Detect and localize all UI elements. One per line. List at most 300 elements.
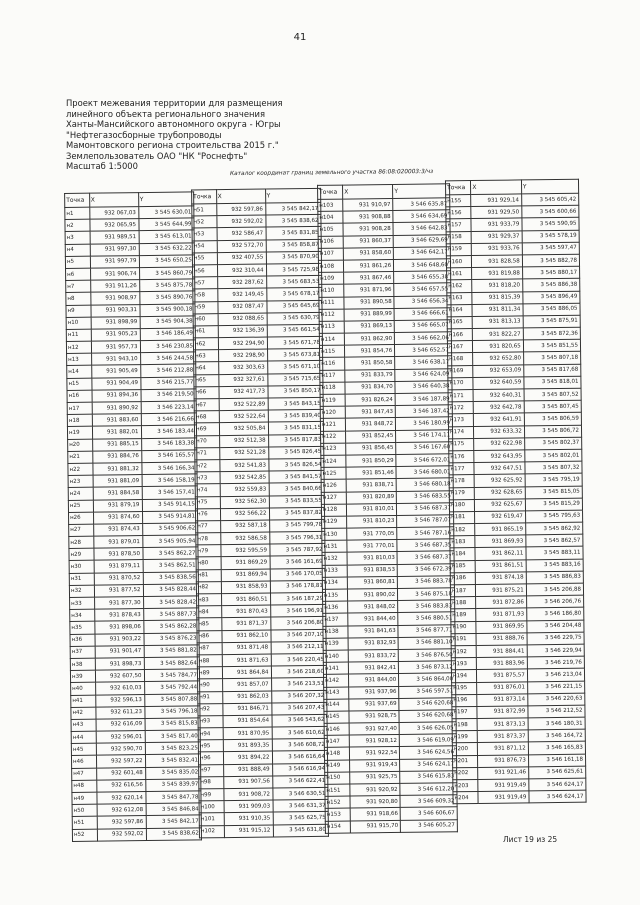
point-cell: н66 — [194, 386, 219, 398]
point-cell: н108 — [318, 260, 343, 272]
x-cell: 931 989,51 — [90, 231, 139, 244]
point-cell: н37 — [70, 646, 95, 658]
y-cell: 3 545 862,27 — [142, 547, 198, 560]
point-cell: н195 — [452, 682, 477, 694]
point-cell: н156 — [446, 207, 471, 219]
y-cell: 3 546 183,44 — [141, 425, 197, 438]
point-cell: н22 — [68, 463, 93, 475]
x-cell: 931 867,46 — [344, 272, 394, 285]
header-line: Землепользователь ОАО "НК "Роснефть" — [66, 150, 248, 161]
point-cell: н79 — [196, 545, 221, 557]
x-cell: 931 920,92 — [350, 783, 400, 796]
point-cell: н119 — [320, 394, 345, 406]
point-cell: н35 — [70, 622, 95, 634]
point-cell: н53 — [192, 228, 217, 240]
point-cell: н151 — [325, 784, 350, 796]
y-cell: 3 546 655,38 — [394, 271, 451, 284]
document-header — [66, 98, 366, 172]
coordinates-table-4 — [445, 179, 587, 805]
x-cell: 931 890,92 — [92, 402, 141, 415]
x-cell: 931 833,72 — [348, 649, 398, 662]
y-cell: 3 546 620,68 — [399, 710, 456, 723]
x-cell: 932 611,23 — [95, 706, 144, 719]
y-cell: 3 546 212,11 — [271, 641, 327, 654]
y-cell: 3 546 218,60 — [271, 665, 327, 678]
y-cell: 3 546 183,38 — [141, 437, 197, 450]
y-cell: 3 546 213,04 — [527, 668, 584, 681]
x-cell: 932 505,84 — [219, 422, 268, 435]
y-cell: 3 546 624,17 — [529, 778, 586, 791]
y-cell: 3 545 630,01 — [138, 206, 194, 219]
header-line: линейного объекта регионального значения — [66, 108, 265, 119]
y-cell: 3 546 221,15 — [527, 681, 584, 694]
coordinates-table-3 — [317, 183, 458, 833]
point-cell: н165 — [447, 316, 472, 328]
x-cell: 931 870,52 — [94, 572, 143, 585]
point-cell: н44 — [71, 731, 96, 743]
point-cell: н98 — [199, 776, 224, 788]
x-cell: 931 937,96 — [349, 686, 399, 699]
x-cell: 931 871,63 — [222, 654, 271, 667]
x-cell: 931 890,02 — [348, 588, 398, 601]
point-cell: н174 — [448, 426, 473, 438]
y-cell: 3 546 164,72 — [528, 729, 585, 742]
point-cell: н94 — [198, 728, 223, 740]
point-cell: н55 — [192, 252, 217, 264]
y-cell: 3 546 687,35 — [397, 539, 454, 552]
y-cell: 3 545 815,83 — [145, 718, 201, 731]
point-cell: н102 — [199, 825, 224, 837]
x-cell: 931 870,43 — [221, 605, 270, 618]
point-cell: н20 — [68, 439, 93, 451]
x-cell: 932 088,65 — [218, 313, 267, 326]
y-cell: 3 545 858,87 — [266, 239, 322, 252]
y-cell: 3 545 831,85 — [266, 227, 322, 240]
x-cell: 932 065,95 — [89, 219, 138, 232]
x-cell: 932 417,73 — [218, 386, 267, 399]
point-cell: н142 — [324, 674, 349, 686]
x-cell: 931 890,58 — [344, 296, 394, 309]
y-cell: 3 545 678,17 — [266, 288, 322, 301]
x-cell: 931 910,35 — [224, 812, 273, 825]
y-cell: 3 545 683,53 — [266, 275, 322, 288]
y-cell: 3 546 244,58 — [140, 352, 196, 365]
y-cell: 3 546 640,38 — [395, 381, 452, 394]
x-cell: 931 910,97 — [343, 198, 393, 211]
y-cell: 3 545 799,78 — [269, 519, 325, 532]
point-cell: н16 — [67, 390, 92, 402]
point-cell: н54 — [192, 240, 217, 252]
x-cell: 931 815,39 — [472, 291, 523, 304]
point-cell: н95 — [198, 740, 223, 752]
point-cell: н100 — [199, 801, 224, 813]
point-cell: н13 — [67, 353, 92, 365]
point-cell: н73 — [195, 472, 220, 484]
point-cell: н27 — [69, 524, 94, 536]
point-cell: н186 — [450, 572, 475, 584]
y-cell: 3 545 632,22 — [139, 242, 195, 255]
y-cell: 3 546 612,20 — [400, 783, 457, 796]
x-cell: 931 813,13 — [472, 316, 523, 329]
y-cell: 3 545 796,18 — [144, 706, 200, 719]
coordinates-table-2 — [191, 188, 329, 838]
y-cell: 3 545 876,23 — [143, 632, 199, 645]
x-cell: 931 822,27 — [473, 328, 524, 341]
point-cell: н75 — [195, 496, 220, 508]
point-cell: н34 — [70, 609, 95, 621]
point-cell: н131 — [322, 540, 347, 552]
point-cell: н158 — [446, 231, 471, 243]
y-cell: 3 546 543,62 — [272, 714, 328, 727]
y-cell: 3 545 645,69 — [266, 300, 322, 313]
y-cell: 3 545 862,57 — [526, 534, 583, 547]
x-cell: 931 871,48 — [222, 642, 271, 655]
point-cell: н130 — [322, 528, 347, 540]
point-cell: н84 — [197, 606, 222, 618]
y-cell: 3 546 178,81 — [270, 580, 326, 593]
y-cell: 3 545 831,15 — [268, 422, 324, 435]
point-cell: н177 — [449, 463, 474, 475]
x-cell: 931 908,88 — [343, 211, 393, 224]
x-cell: 931 858,60 — [343, 247, 393, 260]
point-cell: н203 — [453, 779, 478, 791]
y-cell: 3 546 207,43 — [271, 702, 327, 715]
y-cell: 3 546 206,76 — [526, 595, 583, 608]
y-cell: 3 546 180,31 — [528, 717, 585, 730]
x-cell: 931 925,75 — [350, 771, 400, 784]
point-cell: н179 — [449, 487, 474, 499]
x-cell: 932 541,83 — [219, 459, 268, 472]
x-cell: 931 828,58 — [472, 255, 523, 268]
y-cell: 3 546 666,61 — [394, 307, 451, 320]
point-cell: н184 — [450, 548, 475, 560]
y-cell: 3 546 167,60 — [396, 442, 453, 455]
x-cell: 931 861,51 — [475, 560, 526, 573]
point-cell: н194 — [451, 670, 476, 682]
x-cell: 932 628,65 — [474, 486, 525, 499]
sheet-number: Лист 19 из 25 — [503, 835, 558, 844]
y-cell: 3 546 180,99 — [396, 417, 453, 430]
col-header-point: Точка — [192, 190, 217, 204]
y-cell: 3 546 652,57 — [395, 344, 452, 357]
y-cell: 3 546 642,83 — [393, 222, 450, 235]
x-cell: 931 850,58 — [345, 357, 395, 370]
x-cell: 931 929,50 — [471, 206, 522, 219]
point-cell: н120 — [320, 406, 345, 418]
y-cell: 3 546 606,67 — [400, 807, 457, 820]
x-cell: 931 929,37 — [471, 230, 522, 243]
y-cell: 3 546 187,29 — [270, 592, 326, 605]
point-cell: н36 — [70, 634, 95, 646]
x-cell: 931 873,13 — [477, 718, 528, 731]
y-cell: 3 545 826,45 — [268, 446, 324, 459]
x-cell: 931 869,93 — [475, 535, 526, 548]
point-cell: н61 — [193, 326, 218, 338]
point-cell: н139 — [323, 638, 348, 650]
y-cell: 3 546 883,78 — [398, 576, 455, 589]
x-cell: 931 865,19 — [475, 523, 526, 536]
x-cell: 931 810,23 — [347, 515, 397, 528]
point-cell: н163 — [447, 292, 472, 304]
point-cell: н7 — [66, 280, 91, 292]
header-line: Ханты-Мансийского автономного округа - Югры — [66, 119, 281, 129]
x-cell: 932 642,78 — [473, 401, 524, 414]
x-cell: 931 820,65 — [473, 340, 524, 353]
x-cell: 931 908,97 — [90, 292, 139, 305]
y-cell: 3 545 862,92 — [525, 522, 582, 535]
point-cell: н162 — [447, 280, 472, 292]
y-cell: 3 545 886,38 — [522, 279, 579, 292]
point-cell: н171 — [448, 390, 473, 402]
y-cell: 3 546 787,16 — [397, 527, 454, 540]
y-cell: 3 546 610,62 — [272, 726, 328, 739]
point-cell: н183 — [450, 536, 475, 548]
point-cell: н185 — [450, 560, 475, 572]
y-cell: 3 545 725,98 — [266, 263, 322, 276]
x-cell: 931 876,73 — [478, 754, 529, 767]
y-cell: 3 546 787,07 — [397, 515, 454, 528]
x-cell: 931 898,06 — [94, 621, 143, 634]
y-cell: 3 545 795,19 — [525, 474, 582, 487]
y-cell: 3 546 624,56 — [400, 746, 457, 759]
point-cell: н133 — [322, 565, 347, 577]
y-cell: 3 546 229,94 — [527, 644, 584, 657]
x-cell: 931 933,79 — [471, 218, 522, 231]
x-cell: 931 882,01 — [92, 426, 141, 439]
point-cell: н170 — [448, 377, 473, 389]
point-cell: н59 — [193, 301, 218, 313]
point-cell: н175 — [449, 438, 474, 450]
point-cell: н6 — [66, 268, 91, 280]
x-cell: 932 607,50 — [95, 670, 144, 683]
x-cell: 931 929,14 — [471, 194, 522, 207]
point-cell: н88 — [197, 655, 222, 667]
point-cell: н48 — [72, 780, 97, 792]
x-cell: 931 884,76 — [92, 450, 141, 463]
y-cell: 3 545 817,40 — [145, 730, 201, 743]
y-cell: 3 545 715,65 — [267, 373, 323, 386]
x-cell: 931 871,96 — [344, 284, 394, 297]
y-cell: 3 546 624,09 — [395, 368, 452, 381]
x-cell: 931 907,56 — [223, 776, 272, 789]
point-cell: н23 — [68, 475, 93, 487]
y-cell: 3 545 644,99 — [138, 218, 194, 231]
x-cell: 931 869,94 — [221, 569, 270, 582]
y-cell: 3 545 630,79 — [267, 312, 323, 325]
y-cell: 3 545 833,55 — [269, 495, 325, 508]
y-cell: 3 545 835,02 — [145, 766, 201, 779]
y-cell: 3 545 817,68 — [524, 364, 581, 377]
point-cell: н81 — [196, 569, 221, 581]
point-cell: н93 — [198, 715, 223, 727]
y-cell: 3 546 609,32 — [400, 795, 457, 808]
x-cell: 931 884,41 — [476, 645, 527, 658]
x-cell: 931 810,03 — [347, 552, 397, 565]
point-cell: н83 — [197, 594, 222, 606]
x-cell: 931 879,01 — [93, 536, 142, 549]
y-cell: 3 545 880,17 — [522, 266, 579, 279]
point-cell: н153 — [325, 808, 350, 820]
x-cell: 931 893,35 — [223, 739, 272, 752]
x-cell: 931 879,19 — [93, 499, 142, 512]
x-cell: 931 904,49 — [91, 377, 140, 390]
header-line: Масштаб 1:5000 — [66, 161, 138, 171]
y-cell: 3 545 796,31 — [269, 531, 325, 544]
y-cell: 3 545 882,78 — [522, 254, 579, 267]
point-cell: н135 — [322, 589, 347, 601]
point-cell: н15 — [67, 378, 92, 390]
point-cell: н172 — [448, 402, 473, 414]
x-cell: 931 869,13 — [344, 320, 394, 333]
point-cell: н5 — [65, 256, 90, 268]
point-cell: н137 — [323, 613, 348, 625]
x-cell: 931 898,99 — [91, 316, 140, 329]
point-cell: н50 — [72, 804, 97, 816]
x-cell: 931 858,93 — [221, 581, 270, 594]
y-cell: 3 546 873,12 — [399, 661, 456, 674]
y-cell: 3 545 846,84 — [146, 803, 202, 816]
point-cell: н167 — [447, 341, 472, 353]
point-cell: н118 — [320, 382, 345, 394]
y-cell: 3 545 631,80 — [273, 824, 329, 837]
x-cell: 931 875,57 — [477, 669, 528, 682]
x-cell: 932 597,22 — [96, 755, 145, 768]
point-cell: н129 — [322, 516, 347, 528]
x-cell: 932 616,56 — [96, 779, 145, 792]
x-cell: 932 653,09 — [473, 365, 524, 378]
point-cell: н169 — [448, 365, 473, 377]
x-cell: 931 905,49 — [91, 365, 140, 378]
y-cell: 3 546 662,06 — [395, 332, 452, 345]
y-cell: 3 546 213,51 — [271, 678, 327, 691]
y-cell: 3 546 638,17 — [395, 356, 452, 369]
x-cell: 932 610,03 — [95, 682, 144, 695]
y-cell: 3 546 619,09 — [399, 734, 456, 747]
y-cell: 3 545 605,42 — [521, 193, 578, 206]
x-cell: 931 997,79 — [90, 255, 139, 268]
point-cell: н115 — [319, 345, 344, 357]
y-cell: 3 545 613,01 — [139, 230, 195, 243]
y-cell: 3 546 687,37 — [397, 551, 454, 564]
x-cell: 931 875,21 — [476, 584, 527, 597]
point-cell: н65 — [194, 374, 219, 386]
x-cell: 931 903,22 — [94, 633, 143, 646]
point-cell: н106 — [318, 236, 343, 248]
point-cell: н117 — [320, 370, 345, 382]
y-cell: 3 546 230,85 — [140, 340, 196, 353]
point-cell: н4 — [65, 244, 90, 256]
point-cell: н150 — [325, 772, 350, 784]
point-cell: н128 — [321, 504, 346, 516]
x-cell: 931 872,99 — [477, 706, 528, 719]
point-cell: н92 — [198, 703, 223, 715]
point-cell: н125 — [321, 467, 346, 479]
x-cell: 931 878,50 — [93, 548, 142, 561]
point-cell: н62 — [193, 338, 218, 350]
y-cell: 3 545 837,82 — [269, 507, 325, 520]
x-cell: 931 908,72 — [223, 788, 272, 801]
point-cell: н132 — [322, 553, 347, 565]
point-cell: н63 — [194, 350, 219, 362]
x-cell: 931 842,41 — [348, 662, 398, 675]
y-cell: 3 546 187,42 — [395, 405, 452, 418]
point-cell: н157 — [446, 219, 471, 231]
x-cell: 932 287,62 — [217, 276, 266, 289]
y-cell: 3 545 807,52 — [524, 388, 581, 401]
table-row — [453, 790, 586, 804]
point-cell: н101 — [199, 813, 224, 825]
x-cell: 932 566,22 — [220, 508, 269, 521]
x-cell: 932 595,59 — [220, 544, 269, 557]
y-cell: 3 546 212,88 — [140, 364, 196, 377]
point-cell: н33 — [70, 597, 95, 609]
y-cell: 3 546 220,63 — [528, 693, 585, 706]
point-cell: н71 — [195, 447, 220, 459]
x-cell: 931 860,37 — [343, 235, 393, 248]
x-cell: 931 871,12 — [478, 742, 529, 755]
x-cell: 931 856,45 — [346, 442, 396, 455]
point-cell: н68 — [194, 411, 219, 423]
point-cell: н90 — [198, 679, 223, 691]
x-cell: 931 898,73 — [95, 657, 144, 670]
point-cell: н155 — [446, 195, 471, 207]
x-cell: 932 087,47 — [217, 301, 266, 314]
y-cell: 3 546 196,91 — [270, 605, 326, 618]
x-cell: 932 562,30 — [220, 496, 269, 509]
point-cell: н80 — [196, 557, 221, 569]
point-cell: н144 — [324, 699, 349, 711]
point-cell: н51 — [192, 204, 217, 216]
point-cell: н43 — [71, 719, 96, 731]
x-cell: 932 522,64 — [219, 410, 268, 423]
y-cell: 3 546 220,45 — [271, 653, 327, 666]
y-cell: 3 546 657,55 — [394, 283, 451, 296]
y-cell: 3 545 886,83 — [526, 571, 583, 584]
point-cell: н181 — [450, 511, 475, 523]
y-cell: 3 545 843,15 — [268, 397, 324, 410]
point-cell: н159 — [446, 243, 471, 255]
x-cell: 931 957,73 — [91, 341, 140, 354]
y-cell: 3 546 161,18 — [528, 754, 585, 767]
x-cell: 931 903,31 — [90, 304, 139, 317]
y-cell: 3 546 174,11 — [396, 429, 453, 442]
point-cell: н178 — [449, 475, 474, 487]
col-header-point: Точка — [318, 185, 343, 199]
y-cell: 3 546 629,69 — [393, 234, 450, 247]
x-cell: 931 857,07 — [222, 678, 271, 691]
x-cell: 931 851,46 — [346, 467, 396, 480]
point-cell: н24 — [68, 487, 93, 499]
page-number: 41 — [293, 32, 307, 43]
x-cell: 931 862,10 — [221, 630, 270, 643]
point-cell: н143 — [324, 687, 349, 699]
point-cell: н91 — [198, 691, 223, 703]
point-cell: н69 — [194, 423, 219, 435]
y-cell: 3 545 838,56 — [143, 572, 199, 585]
y-cell: 3 545 661,54 — [267, 324, 323, 337]
x-cell: 932 294,90 — [218, 337, 267, 350]
y-cell: 3 545 807,32 — [525, 461, 582, 474]
y-cell: 3 546 665,07 — [394, 320, 451, 333]
y-cell: 3 546 672,39 — [397, 563, 454, 576]
y-cell: 3 546 229,75 — [527, 632, 584, 645]
point-cell: н18 — [67, 414, 92, 426]
point-cell: н154 — [325, 821, 350, 833]
y-cell: 3 545 900,18 — [139, 303, 195, 316]
point-cell: н64 — [194, 362, 219, 374]
x-cell: 931 911,26 — [90, 280, 139, 293]
y-cell: 3 546 170,05 — [270, 568, 326, 581]
